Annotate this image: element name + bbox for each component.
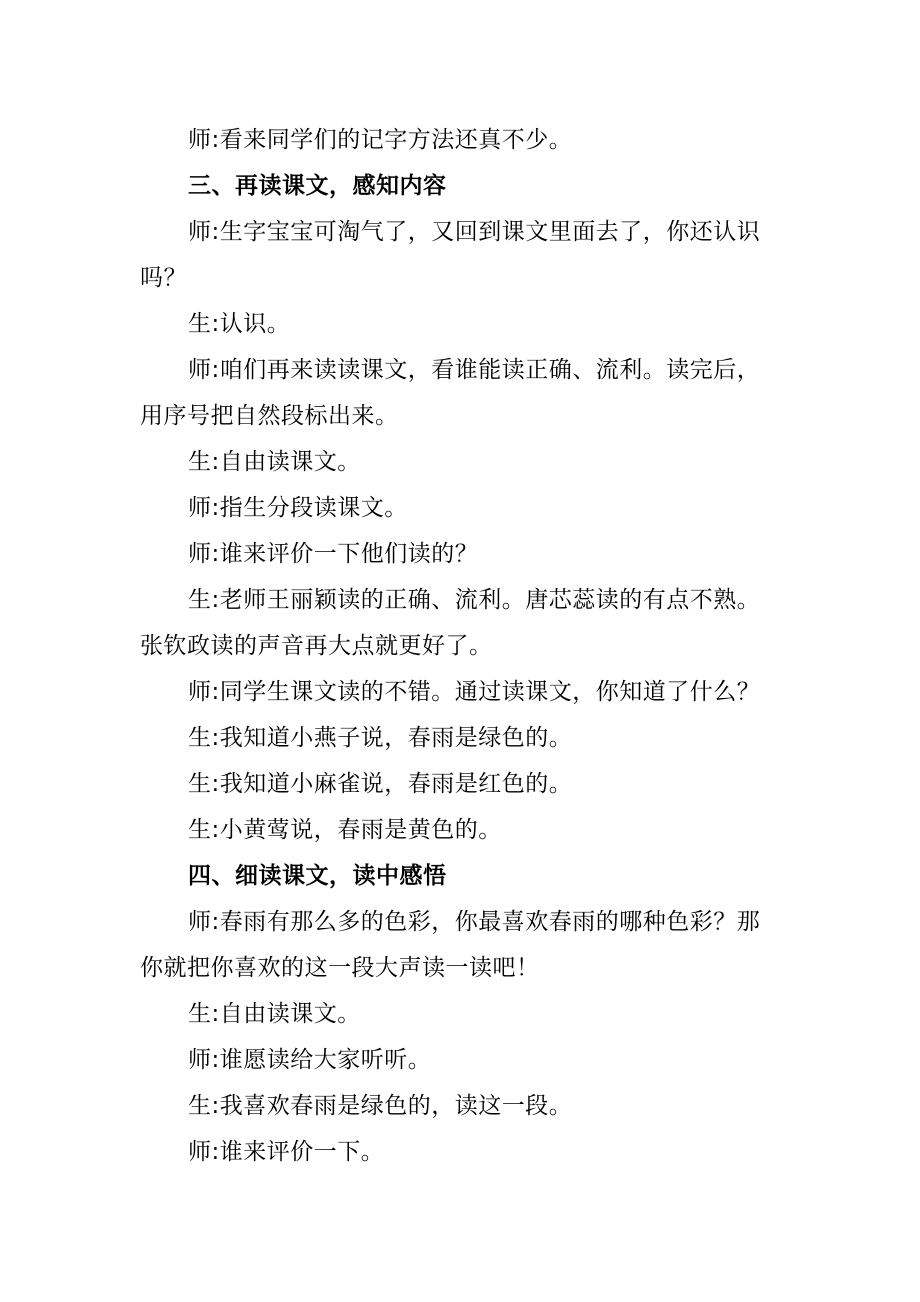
paragraph: 生:认识。 [188,311,291,337]
paragraph: 生:我喜欢春雨是绿色的，读这一段。 [188,1093,573,1119]
paragraph: 师:生字宝宝可淘气了，又回到课文里面去了，你还认识吗？ [140,219,761,291]
paragraph: 师:谁愿读给大家听听。 [188,1047,432,1073]
paragraph: 师:谁来评价一下。 [188,1139,385,1165]
paragraph: 师:指生分段读课文。 [188,495,408,521]
paragraph: 生:小黄莺说，春雨是黄色的。 [188,817,502,843]
paragraph: 生:我知道小麻雀说，春雨是红色的。 [188,771,573,797]
section-heading: 四、细读课文，读中感悟 [188,863,447,889]
paragraph: 师:同学生课文读的不错。通过读课文，你知道了什么？ [188,679,761,705]
paragraph: 生:我知道小燕子说，春雨是绿色的。 [188,725,573,751]
paragraph: 生:自由读课文。 [188,1001,361,1027]
paragraph: 生:老师王丽颖读的正确、流利。唐芯蕊读的有点不熟。张钦政读的声音再大点就更好了。 [140,587,761,659]
section-heading: 三、再读课文，感知内容 [188,173,447,199]
paragraph: 生:自由读课文。 [188,449,361,475]
document-body [140,117,780,1175]
paragraph: 师:春雨有那么多的色彩，你最喜欢春雨的哪种色彩？那你就把你喜欢的这一段大声读一读吧！ [140,909,761,981]
paragraph: 师:看来同学们的记字方法还真不少。 [188,127,573,153]
paragraph: 师:谁来评价一下他们读的？ [188,541,479,567]
paragraph: 师:咱们再来读读课文，看谁能读正确、流利。读完后，用序号把自然段标出来。 [140,357,761,429]
